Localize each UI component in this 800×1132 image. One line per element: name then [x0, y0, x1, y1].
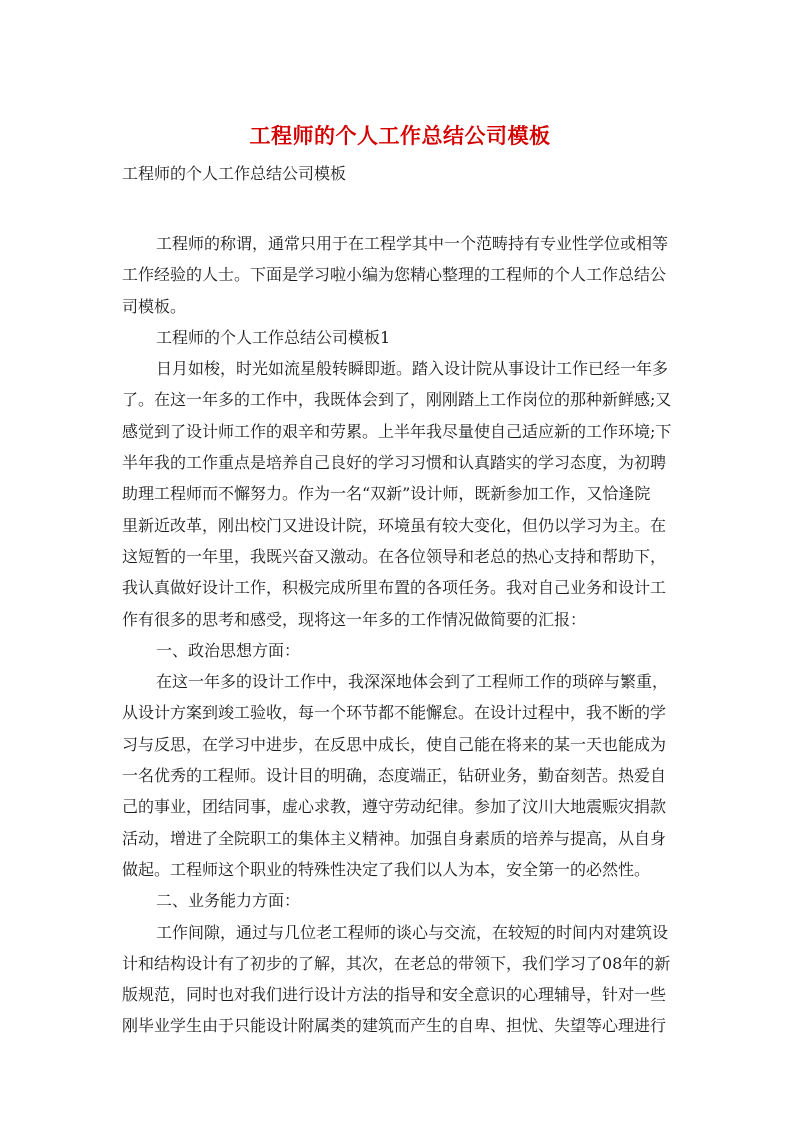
text-line: 刚毕业学生由于只能设计附属类的建筑而产生的自卑、担忧、失望等心理进行 — [122, 1016, 667, 1036]
document-title: 工程师的个人工作总结公司模板 — [249, 123, 551, 148]
text-line: 习与反思，在学习中进步，在反思中成长，使自己能在将来的某一天也能成为 — [122, 734, 667, 754]
text-line: 日月如梭，时光如流星般转瞬即逝。踏入设计院从事设计工作已经一年多 — [156, 359, 669, 379]
text-line: 工作间隙，通过与几位老工程师的谈心与交流，在较短的时间内对建筑设 — [156, 922, 669, 942]
text-line: 我认真做好设计工作，积极完成所里布置的各项任务。我对自己业务和设计工 — [122, 578, 667, 598]
text-line: 感觉到了设计师工作的艰辛和劳累。上半年我尽量使自己适应新的工作环境;下 — [122, 421, 672, 441]
text-line: 在这一年多的设计工作中，我深深地体会到了工程师工作的琐碎与繁重， — [156, 672, 669, 692]
text-line: 己的事业，团结同事，虚心求教，遵守劳动纪律。参加了汶川大地震赈灾捐款 — [122, 797, 667, 817]
text-line: 从设计方案到竣工验收，每一个环节都不能懈怠。在设计过程中，我不断的学 — [122, 703, 667, 723]
text-line: 工程师的个人工作总结公司模板1 — [156, 327, 391, 347]
text-line: 二、业务能力方面： — [156, 891, 301, 911]
text-line: 一、政治思想方面： — [156, 640, 301, 660]
document-body — [122, 228, 680, 1042]
text-line: 助理工程师而不懈努力。作为一名“双新”设计师，既新参加工作，又恰逢院 — [122, 484, 651, 504]
text-line: 工程师的称谓，通常只用于在工程学其中一个范畴持有专业性学位或相等 — [156, 234, 669, 253]
text-line: 这短暂的一年里，我既兴奋又激动。在各位领导和老总的热心支持和帮助下， — [122, 546, 667, 566]
text-line: 里新近改革，刚出校门又进设计院，环境虽有较大变化，但仍以学习为主。在 — [122, 515, 667, 535]
text-line: 工作经验的人士。下面是学习啦小编为您精心整理的工程师的个人工作总结公 — [122, 265, 667, 285]
text-line: 作有很多的思考和感受，现将这一年多的工作情况做简要的汇报： — [122, 609, 587, 629]
text-line: 计和结构设计有了初步的了解，其次，在老总的带领下，我们学习了08年的新 — [122, 953, 671, 973]
text-line: 司模板。 — [122, 296, 187, 316]
text-line: 活动，增进了全院职工的集体主义精神。加强自身素质的培养与提高，从自身 — [122, 828, 667, 848]
document-subtitle: 工程师的个人工作总结公司模板 — [122, 164, 347, 183]
text-line: 了。在这一年多的工作中，我既体会到了，刚刚踏上工作岗位的那种新鲜感;又 — [122, 390, 672, 410]
text-line: 版规范，同时也对我们进行设计方法的指导和安全意识的心理辅导，针对一些 — [122, 985, 667, 1005]
text-line: 一名优秀的工程师。设计目的明确，态度端正，钻研业务，勤奋刻苦。热爱自 — [122, 766, 667, 786]
text-line: 半年我的工作重点是培养自己良好的学习习惯和认真踏实的学习态度，为初聘 — [122, 453, 667, 473]
text-line: 做起。工程师这个职业的特殊性决定了我们以人为本，安全第一的必然性。 — [122, 859, 651, 879]
